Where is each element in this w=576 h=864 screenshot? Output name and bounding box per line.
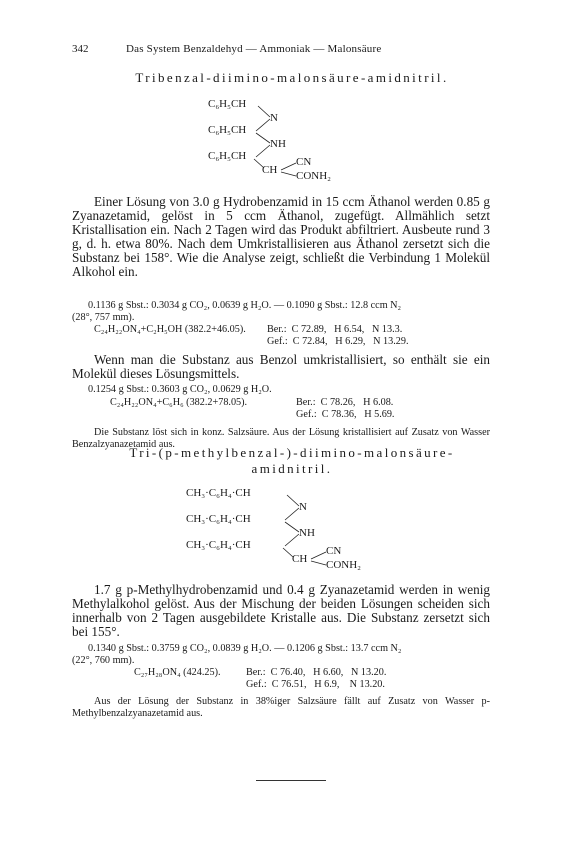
end-rule: [256, 780, 326, 781]
analysis-1-calculated: Ber.: C 72.89, H 6.54, N 13.3.: [267, 324, 403, 335]
formula-1-group-1: C₆H₅CH: [208, 98, 247, 110]
analysis-3-found: Gef.: C 76.51, H 6.9, N 13.20.: [246, 679, 385, 690]
formula-2-nh: NH: [299, 527, 315, 539]
analysis-1-found: Gef.: C 72.84, H 6.29, N 13.29.: [267, 336, 409, 347]
analysis-3-formula: C₂₇H₂₈ON₄ (424.25).: [134, 667, 221, 678]
running-header: [72, 43, 512, 55]
formula-2-group-3: CH₃·C₆H₄·CH: [186, 539, 251, 551]
analysis-2-found: Gef.: C 78.36, H 5.69.: [296, 409, 395, 420]
analysis-3-calculated: Ber.: C 76.40, H 6.60, N 13.20.: [246, 667, 387, 678]
formula-1-group-3: C₆H₅CH: [208, 150, 247, 162]
analysis-1-formula: C₂₄H₂₂ON₄+C₂H₅OH (382.2+46.05).: [94, 324, 246, 335]
note-1: Die Substanz löst sich in konz. Salzsäure. Aus der Lösung kristallisiert auf Zusatz von Wasser Benzalzyanazetamid aus.: [72, 427, 490, 450]
analysis-3-line-1: 0.1340 g Sbst.: 0.3759 g CO₂, 0.0839 g H₂O. — 0.1206 g Sbst.: 13.7 ccm N₂: [88, 643, 402, 654]
formula-1-conh2: CONH₂: [296, 170, 332, 182]
paragraph-2: Wenn man die Substanz aus Benzol umkristallisiert, so enthält sie ein Molekül dieses Lösungsmittels.: [72, 352, 490, 381]
formula-2-group-2: CH₃·C₆H₄·CH: [186, 513, 251, 525]
formula-2-conh2: CONH₂: [326, 559, 362, 571]
analysis-1-line-1: 0.1136 g Sbst.: 0.3034 g CO₂, 0.0639 g H₂O. — 0.1090 g Sbst.: 12.8 ccm N₂: [88, 300, 402, 311]
formula-1-group-2: C₆H₅CH: [208, 124, 247, 136]
formula-1-n: N: [270, 112, 278, 124]
paragraph-1: Einer Lösung von 3.0 g Hydrobenzamid in 15 ccm Äthanol werden 0.85 g Zyanazetamid, gelöst in 5 ccm Äthanol, zugefügt. Allmählich setzt Kristallisation ein. Nach 2 Tagen wird das Produkt abfiltriert. Ausbeute rund 3 g, d. h. etwa 80%. Nach dem Umkristallisieren aus Äthanol zersetzt sich die Substanz bei 158°. Wie die Analyse zeigt, schließt die Verbindung 1 Molekül Alkohol ein.: [72, 194, 490, 279]
formula-2-bonds: [186, 487, 376, 579]
formula-1-ch: CH: [262, 164, 278, 176]
running-title: Das System Benzaldehyd — Ammoniak — Malonsäure: [126, 43, 382, 55]
page-number: 342: [72, 43, 89, 55]
formula-1-nh: NH: [270, 138, 286, 150]
formula-2-cn: CN: [326, 545, 342, 557]
formula-2-ch: CH: [292, 553, 308, 565]
section-title-2-line-2: amidnitril.: [251, 461, 333, 476]
formula-1-cn: CN: [296, 156, 312, 168]
analysis-2-line-1: 0.1254 g Sbst.: 0.3603 g CO₂, 0.0629 g H₂O.: [88, 384, 272, 395]
paragraph-3: 1.7 g p-Methylhydrobenzamid und 0.4 g Zyanazetamid werden in wenig Methylalkohol gelöst. Aus der Mischung der beiden Lösungen scheiden sich innerhalb von 2 Tagen ausgebildete Kristalle aus. Die Substanz zersetzt sich bei 155°.: [72, 582, 490, 639]
analysis-2-calculated: Ber.: C 78.26, H 6.08.: [296, 397, 394, 408]
section-title-2-line-1: Tri-(p-methylbenzal-)-diimino-malonsäure-: [129, 445, 455, 460]
analysis-3-line-2: (22°, 760 mm).: [72, 655, 135, 666]
analysis-1-line-2: (28°, 757 mm).: [72, 312, 135, 323]
formula-1-bonds: [208, 98, 338, 190]
note-2: Aus der Lösung der Substanz in 38%iger Salzsäure fällt auf Zusatz von Wasser p-Methylbenzalzyanazetamid aus.: [72, 696, 490, 719]
formula-2-n: N: [299, 501, 307, 513]
formula-2-group-1: CH₃·C₆H₄·CH: [186, 487, 251, 499]
analysis-2-formula: C₂₄H₂₂ON₄+C₆H₆ (382.2+78.05).: [110, 397, 248, 408]
section-title-1: Tribenzal-diimino-malonsäure-amidnitril.: [135, 70, 449, 85]
